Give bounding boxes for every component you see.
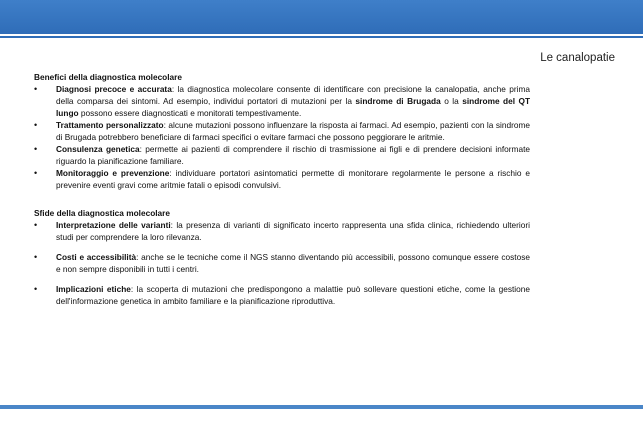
benefits-heading: Benefici della diagnostica molecolare bbox=[34, 72, 183, 82]
slide-title: Le canalopatie bbox=[540, 52, 615, 64]
benefit-item-diagnosis bbox=[34, 83, 530, 119]
benefits-list bbox=[34, 83, 530, 191]
challenge-term: Implicazioni etiche bbox=[56, 284, 131, 294]
header-divider bbox=[0, 36, 643, 38]
footer-bar bbox=[0, 405, 643, 409]
header-bar bbox=[0, 0, 643, 34]
challenge-item-variants bbox=[34, 219, 530, 243]
challenge-text: : la presenza di varianti di significato incerto rappresenta una sfida clinica, richiedendo ulteriori studi per comprendere la loro rilevanza. bbox=[56, 220, 530, 242]
challenges-list bbox=[34, 219, 530, 307]
challenge-item-costs bbox=[34, 251, 530, 275]
challenges-heading: Sfide della diagnostica molecolare bbox=[34, 208, 171, 218]
benefit-text: possono essere diagnosticati e monitorati tempestivamente. bbox=[78, 108, 302, 118]
benefit-emphasis: sindrome di Brugada bbox=[355, 96, 441, 106]
benefit-term: Trattamento personalizzato bbox=[56, 120, 164, 130]
slide-content bbox=[34, 71, 530, 315]
benefit-text: : permette ai pazienti di comprendere il rischio di trasmissione ai figli e di prendere decisioni informate riguardo la pianificazione familiare. bbox=[56, 144, 530, 166]
challenge-text: : la scoperta di mutazioni che predispongono a malattie può sollevare questioni etiche, come la gestione dell'informazione genetica in ambito familiare e la pianificazione riproduttiva. bbox=[56, 284, 530, 306]
benefit-term: Diagnosi precoce e accurata bbox=[56, 84, 172, 94]
benefit-term: Monitoraggio e prevenzione bbox=[56, 168, 170, 178]
challenge-term: Interpretazione delle varianti bbox=[56, 220, 171, 230]
challenge-term: Costi e accessibilità bbox=[56, 252, 137, 262]
benefit-term: Consulenza genetica bbox=[56, 144, 140, 154]
benefit-text: : la diagnostica molecolare consente di identificare con precisione la canalopatia, anche prima della comparsa dei sintomi. Ad esempio, individui portatori di mutazioni per la bbox=[56, 84, 530, 106]
benefit-emphasis: sindrome del QT lungo bbox=[56, 96, 531, 118]
benefit-text: : individuare portatori asintomatici permette di monitorare regolarmente le persone a rischio e prevenire eventi gravi come aritmie fatali o episodi convulsivi. bbox=[56, 168, 530, 190]
benefit-text: o la bbox=[440, 96, 463, 106]
challenge-text: : anche se le tecniche come il NGS stanno diventando più accessibili, possono comunque essere costose e non sempre disponibili in tutti i centri. bbox=[56, 252, 530, 274]
benefit-item-counseling bbox=[34, 143, 530, 167]
benefit-text: : alcune mutazioni possono influenzare la risposta ai farmaci. Ad esempio, pazienti con la sindrome di Brugada potrebbero beneficiare di farmaci specifici o evitare farmaci che possono peggiorare le aritmie. bbox=[56, 120, 530, 142]
benefit-item-monitoring bbox=[34, 167, 530, 191]
challenge-item-ethics bbox=[34, 283, 530, 307]
benefit-item-treatment bbox=[34, 119, 530, 143]
